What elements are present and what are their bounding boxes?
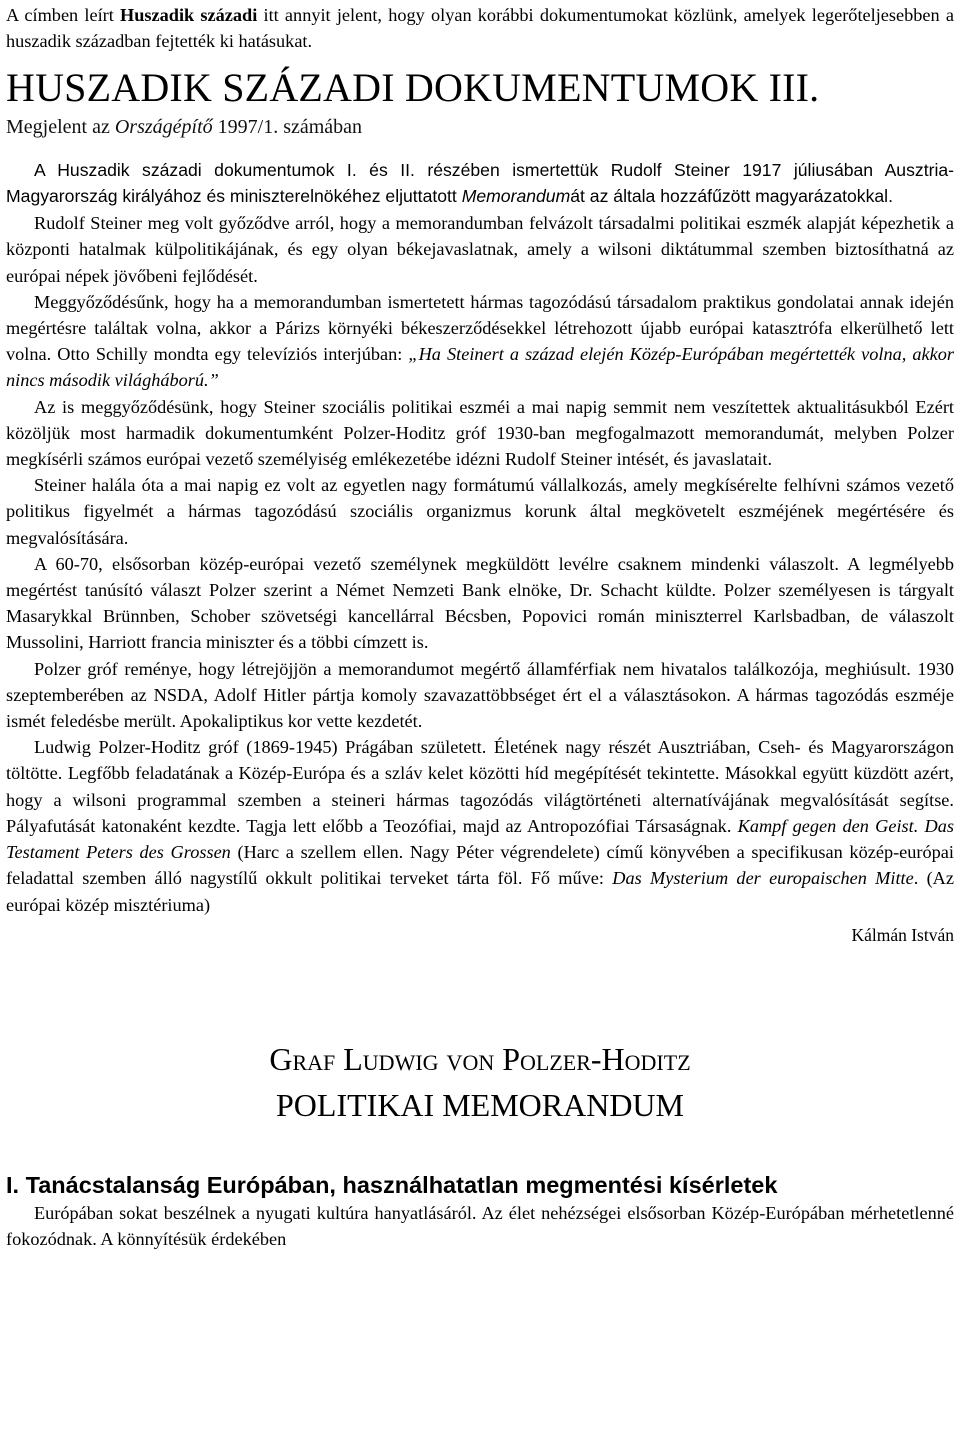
paragraph-4: Steiner halála óta a mai napig ez volt az egyetlen nagy formátumú vállalkozás, amely megkísérelte felhívni számos vezető politikus figyelmét a hármas tagozódású szociális organizmus korunk által megkövetelt eszméjének megértésére és megvalósítására. <box>6 475 954 548</box>
book-title-1: Kampf gegen den Geist. Das Testament Peters des Grossen <box>6 815 954 863</box>
publication-note-start: Megjelent az <box>6 116 115 139</box>
memo-heading-title: POLITIKAI MEMORANDUM <box>276 1086 684 1123</box>
paragraph-1: Rudolf Steiner meg volt győződve arról, hogy a memorandumban felvázolt társadalmi politikai eszmék alapját képezhetik a központi hatalmak külpolitikájának, és egy olyan békejavaslatnak, amely a wilsoni diktátummal szemben biztosíthatná az európai népek jövőbeni fejlődését. <box>6 213 954 286</box>
intro-text-start: A címben leírt <box>6 5 121 25</box>
paragraph-7-text-a: Ludwig Polzer-Hoditz gróf (1869-1945) Prágában született. Életének nagy részét Ausztriában, Cseh- és Magyarországon töltötte. Legfőbb feladatának a Közép-Európa és a szláv kelet közötti híd megépítését tekintette. Másokkal együtt küzdött azért, hogy a wilsoni programmal szemben a steineri hármas tagozódás világtörténeti alternatívájának megvalósítását segítse. Pályafutását katonaként kezdte. Tagja lett előbb a Teozófiai, majd az Antropozófiai Társaságnak. <box>6 737 954 836</box>
lead-paragraph <box>6 158 954 210</box>
publication-note-end: 1997/1. számában <box>212 116 363 139</box>
spacer-2 <box>6 1128 954 1170</box>
lead-text-end: át az általa hozzáfűzött magyarázatokkal. <box>570 186 893 207</box>
paragraph-7-text-b: (Harc a szellem ellen. Nagy Péter végrendelete) című könyvében a specifikusan közép-európai feladattal szemben álló nagystílű okkult politikai terveket tárta föl. Fő műve: <box>6 842 954 889</box>
publication-note <box>6 114 954 140</box>
paragraph-3: Az is meggyőződésünk, hogy Steiner szociális politikai eszméi a mai napig semmit nem veszítettek aktualitásukból Ezért közöljük most harmadik dokumentumként Polzer-Hoditz gróf 1930-ban megfogalmazott memorandumát, melyben Polzer megkísérli számos európai vezető személyiség emlékezetébe idézni Rudolf Steiner intését, és javaslatait. <box>6 396 954 470</box>
paragraph-6: Polzer gróf reménye, hogy létrejöjjön a memorandumot megértő államférfiak nem hivatalos találkozója, meghiúsult. 1930 szeptemberében az NSDA, Adolf Hitler pártja komoly szavazattöbbséget ért el a választásokon. A hármas tagozódás eszméje ismét feledésbe merült. Apokaliptikus kor vette kezdetét. <box>6 658 954 732</box>
memo-paragraph: Európában sokat beszélnek a nyugati kultúra hanyatlásáról. Az élet nehézségei elsősorban Közép-Európában mérhetetlenné fokozódnak. A könnyítésük érdekében <box>6 1202 954 1249</box>
document-page <box>6 0 954 1252</box>
paragraph-7-text-c: . (Az európai közép misztériuma) <box>6 868 954 915</box>
lead-italic-term: Memorandum <box>461 186 571 207</box>
paragraph-2 <box>6 289 954 394</box>
intro-bold-term: Huszadik századi <box>120 5 258 25</box>
paragraph-5: A 60-70, elsősorban közép-európai vezető személynek megküldött levélre csaknem mindenki válaszolt. A legmélyebb megértést tanúsító választ Polzer szerint a Német Nemzeti Bank elnöke, Dr. Schacht küldte. Polzer személyesen is tárgyalt Masarykkal Brünnben, Schober szövetségi kancellárral Bécsben, Popovici román miniszterrel Karlsbadban, de válaszolt Mussolini, Harriott francia miniszter és a többi címzett is. <box>6 553 954 653</box>
document-title: HUSZADIK SZÁZADI DOKUMENTUMOK III. <box>6 65 820 111</box>
paragraph-7 <box>6 734 954 917</box>
author-signature: Kálmán István <box>851 924 954 945</box>
section-heading: I. Tanácstalanság Európában, használhatatlan megmentési kísérletek <box>6 1171 778 1198</box>
publication-name: Országépítő <box>114 116 213 139</box>
memo-heading-author: Graf Ludwig von Polzer-Hoditz <box>269 1040 691 1077</box>
book-title-2: Das Mysterium der europaischen Mitte <box>612 868 914 889</box>
spacer <box>6 948 954 1036</box>
paragraph-2-quote: „Ha Steinert a század elején Közép-Európában megértették volna, akkor nincs második világháború.” <box>6 344 954 391</box>
intro-text-end: itt annyit jelent, hogy olyan korábbi dokumentumokat közlünk, amelyek legerőteljesebben a huszadik században fejtették ki hatásukat. <box>6 5 954 52</box>
lead-text-start: A Huszadik századi dokumentumok I. és II. részében ismertettük Rudolf Steiner 1917 júliusában Ausztria-Magyarország királyához és miniszterelnökéhez eljuttatott <box>6 160 954 207</box>
paragraph-2-text: Meggyőződésűnk, hogy ha a memorandumban ismertetett hármas tagozódású társadalom praktikus gondolatai annak idején megértésre találtak volna, akkor a Párizs környéki békeszerződésekkel létrehozott újabb európai katasztrófa elkerülhető lett volna. Otto Schilly mondta egy televíziós interjúban: <box>6 291 954 365</box>
intro-paragraph <box>6 2 954 54</box>
